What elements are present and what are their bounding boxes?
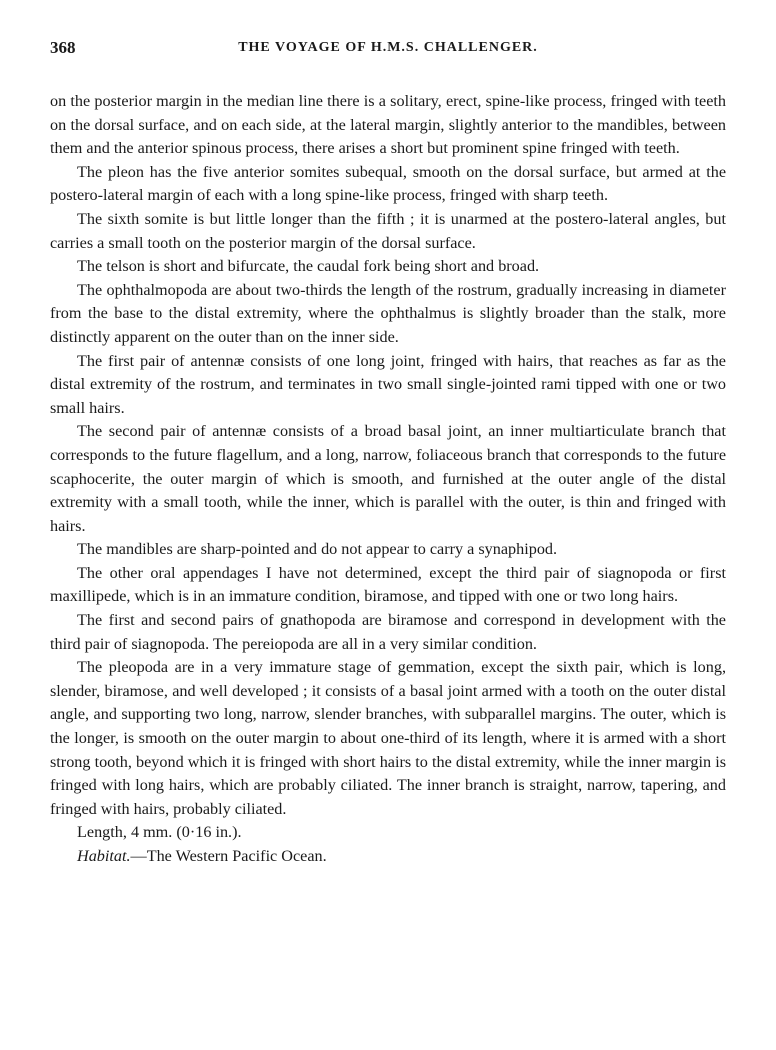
running-head: THE VOYAGE OF H.M.S. CHALLENGER. (238, 40, 538, 55)
paragraph: The second pair of antennæ consists of a broad basal joint, an inner multiarticulate branch that corresponds to the future flagellum, and a long, narrow, foliaceous branch that corresponds to the future scaphocerite, the outer margin of which is smooth, and furnished at the outer angle of the distal extremity with a small tooth, while the inner, which is parallel with the outer, is thin and fringed with hairs. (50, 422, 726, 535)
page-header (50, 38, 726, 68)
body-text (50, 90, 726, 869)
habitat-line (50, 845, 726, 869)
page-number: 368 (50, 38, 76, 57)
page (50, 38, 726, 869)
paragraph: The first pair of antennæ consists of one long joint, fringed with hairs, that reaches as far as the distal extremity of the rostrum, and terminates in two small single-jointed rami tipped with one or two small hairs. (50, 351, 726, 417)
habitat-label: Habitat. (77, 847, 131, 865)
paragraph: The pleopoda are in a very immature stage of gemmation, except the sixth pair, which is long, slender, biramose, and well developed ; it consists of a basal joint armed with a tooth on the outer distal angle, and supporting two long, narrow, slender branches, with subparallel margins. The outer, which is the longer, is smooth on the outer margin to about one-third of its length, where it is armed with a short strong tooth, beyond which it is fringed with short hairs to the distal extremity, while the inner margin is fringed with long hairs, which are probably ciliated. The inner branch is straight, narrow, tapering, and fringed with hairs, probably ciliated. (50, 658, 726, 818)
paragraph: on the posterior margin in the median line there is a solitary, erect, spine-like process, fringed with teeth on the dorsal surface, and on each side, at the lateral margin, slightly anterior to the mandibles, between them and the anterior spinous process, there arises a short but prominent spine fringed with teeth. (50, 92, 726, 158)
paragraph: The mandibles are sharp-pointed and do not appear to carry a synaphipod. (77, 540, 558, 559)
paragraph: The ophthalmopoda are about two-thirds the length of the rostrum, gradually increasing in diameter from the base to the distal extremity, where the ophthalmus is slightly broader than the stalk, more distinctly apparent on the outer than on the inner side. (50, 280, 726, 346)
length-line: Length, 4 mm. (0·16 in.). (77, 823, 242, 842)
paragraph: The telson is short and bifurcate, the caudal fork being short and broad. (77, 257, 540, 276)
habitat-text: —The Western Pacific Ocean. (130, 847, 327, 865)
paragraph: The other oral appendages I have not determined, except the third pair of siagnopoda or first maxillipede, which is in an immature condition, biramose, and tipped with one or two long hairs. (50, 563, 726, 606)
paragraph: The first and second pairs of gnathopoda are biramose and correspond in development with the third pair of siagnopoda. The pereiopoda are all in a very similar condition. (50, 611, 726, 653)
paragraph: The sixth somite is but little longer than the fifth ; it is unarmed at the postero-lateral angles, but carries a small tooth on the posterior margin of the dorsal surface. (50, 209, 726, 252)
paragraph: The pleon has the five anterior somites subequal, smooth on the dorsal surface, but armed at the postero-lateral margin of each with a long spine-like process, fringed with sharp teeth. (50, 162, 726, 205)
